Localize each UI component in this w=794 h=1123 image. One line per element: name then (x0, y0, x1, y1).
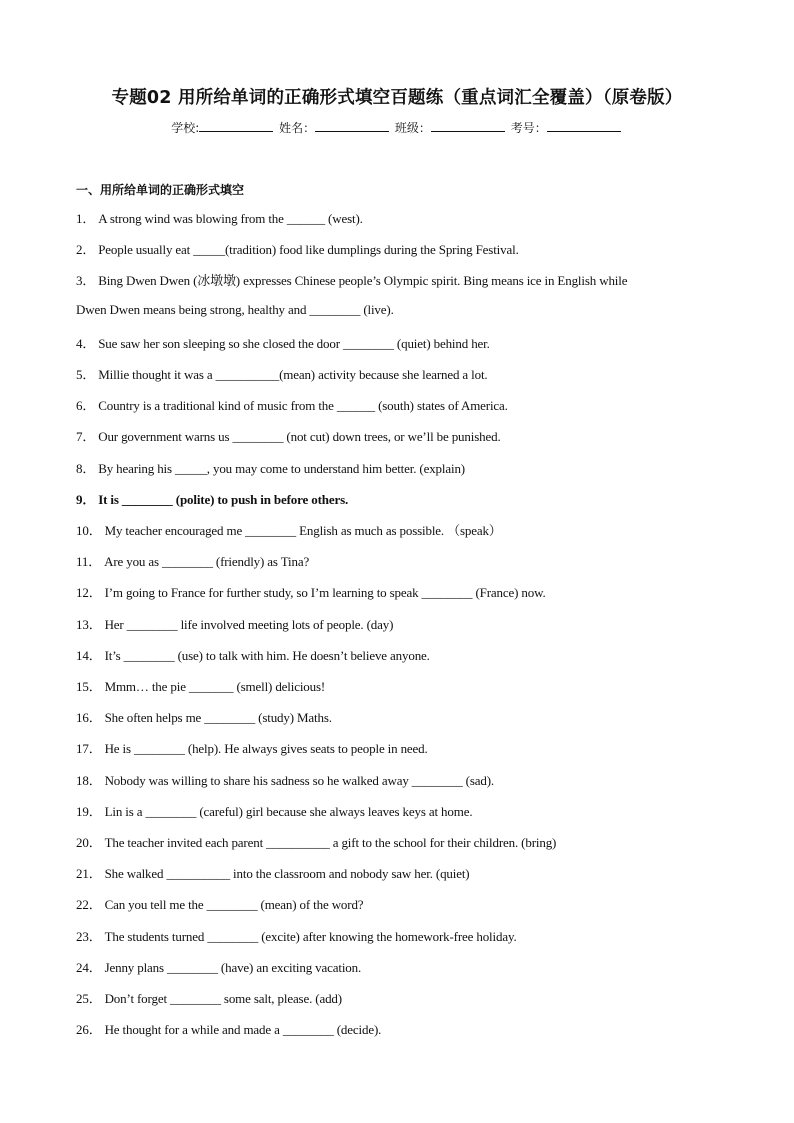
question-number: 14． (76, 648, 102, 663)
question-text: Our government warns us ________ (not cut) down trees, or we’ll be punished. (98, 429, 501, 444)
question-text: Millie thought it was a __________(mean) activity because she learned a lot. (98, 367, 488, 382)
question-item (76, 770, 494, 789)
question-number: 22． (76, 897, 102, 912)
question-item (76, 988, 342, 1007)
question-text: It’s ________ (use) to talk with him. He doesn’t believe anyone. (104, 648, 430, 663)
question-number: 19． (76, 804, 102, 819)
question-item (76, 270, 627, 289)
name-blank[interactable] (315, 119, 389, 132)
question-number: 24． (76, 960, 102, 975)
question-text: Nobody was willing to share his sadness so he walked away ________ (sad). (104, 773, 495, 788)
question-number: 9． (76, 492, 96, 507)
question-number: 3． (76, 273, 96, 288)
class-blank[interactable] (431, 119, 505, 132)
question-number: 21． (76, 866, 102, 881)
question-item (76, 458, 465, 477)
question-item (76, 926, 517, 945)
question-item (76, 551, 309, 570)
question-number: 8． (76, 461, 96, 476)
question-item (76, 645, 430, 664)
question-text: Don’t forget ________ some salt, please. (add) (104, 991, 342, 1006)
question-text: He is ________ (help). He always gives seats to people in need. (104, 741, 428, 756)
question-item (76, 582, 546, 601)
question-item (76, 395, 508, 414)
school-label: 学校: (171, 121, 200, 135)
question-item (76, 957, 361, 976)
question-item (76, 832, 556, 851)
question-text: Are you as ________ (friendly) as Tina? (104, 554, 310, 569)
question-text: Lin is a ________ (careful) girl because she always leaves keys at home. (104, 804, 473, 819)
question-item (76, 863, 470, 882)
question-number: 23． (76, 929, 102, 944)
question-number: 17． (76, 741, 102, 756)
question-item (76, 1019, 381, 1038)
question-text: He thought for a while and made a ________ (decide). (104, 1022, 382, 1037)
question-text: Bing Dwen Dwen (冰墩墩) expresses Chinese people’s Olympic spirit. Bing means ice in English while (98, 273, 628, 288)
question-number: 26． (76, 1022, 102, 1037)
question-item (76, 364, 488, 383)
question-text: I’m going to France for further study, so I’m learning to speak ________ (France) now. (104, 585, 546, 600)
question-item (76, 894, 363, 913)
question-text: By hearing his _____, you may come to understand him better. (explain) (98, 461, 465, 476)
student-info-line (0, 119, 794, 136)
question-item (76, 333, 490, 352)
question-number: 13． (76, 617, 102, 632)
exam-number-blank[interactable] (547, 119, 621, 132)
question-text: The teacher invited each parent __________ a gift to the school for their children. (bring) (104, 835, 557, 850)
question-text: The students turned ________ (excite) after knowing the homework-free holiday. (104, 929, 517, 944)
question-number: 15． (76, 679, 102, 694)
question-number: 20． (76, 835, 102, 850)
question-text: She often helps me ________ (study) Maths. (104, 710, 332, 725)
question-text: Dwen Dwen means being strong, healthy and ________ (live). (76, 302, 394, 317)
question-item (76, 614, 393, 633)
question-number: 4． (76, 336, 96, 351)
school-blank[interactable] (199, 119, 273, 132)
question-item (76, 239, 519, 258)
page-title: 专题02 用所给单词的正确形式填空百题练（重点词汇全覆盖）（原卷版） (111, 88, 683, 108)
question-continuation (76, 302, 394, 318)
question-text: Her ________ life involved meeting lots of people. (day) (104, 617, 394, 632)
question-number: 10． (76, 523, 102, 538)
question-number: 25． (76, 991, 102, 1006)
question-text: A strong wind was blowing from the ______ (west). (98, 211, 363, 226)
question-text: She walked __________ into the classroom and nobody saw her. (quiet) (104, 866, 470, 881)
class-label: 班级： (394, 121, 431, 135)
question-item (76, 738, 428, 757)
name-label: 姓名： (279, 121, 316, 135)
question-number: 16． (76, 710, 102, 725)
question-text: Mmm… the pie _______ (smell) delicious! (104, 679, 326, 694)
question-item (76, 208, 363, 227)
question-number: 12． (76, 585, 102, 600)
question-text: Jenny plans ________ (have) an exciting vacation. (104, 960, 362, 975)
question-text: Sue saw her son sleeping so she closed the door ________ (quiet) behind her. (98, 336, 490, 351)
question-number: 2． (76, 242, 96, 257)
question-text: People usually eat _____(tradition) food like dumplings during the Spring Festival. (98, 242, 519, 257)
question-number: 11． (76, 554, 102, 569)
section-title: 一、用所给单词的正确形式填空 (76, 183, 245, 197)
question-text: It is ________ (polite) to push in before others. (98, 492, 349, 507)
question-number: 18． (76, 773, 102, 788)
question-number: 6． (76, 398, 96, 413)
question-number: 1． (76, 211, 96, 226)
question-number: 7． (76, 429, 96, 444)
question-number: 5． (76, 367, 96, 382)
question-item (76, 426, 501, 445)
question-text: My teacher encouraged me ________ English as much as possible. （speak） (104, 523, 502, 538)
exam-number-label: 考号： (510, 121, 547, 135)
question-item (76, 520, 502, 539)
question-item (76, 676, 325, 695)
question-text: Country is a traditional kind of music from the ______ (south) states of America. (98, 398, 508, 413)
question-item (76, 801, 472, 820)
question-item (76, 489, 348, 508)
question-text: Can you tell me the ________ (mean) of the word? (104, 897, 364, 912)
question-item (76, 707, 332, 726)
